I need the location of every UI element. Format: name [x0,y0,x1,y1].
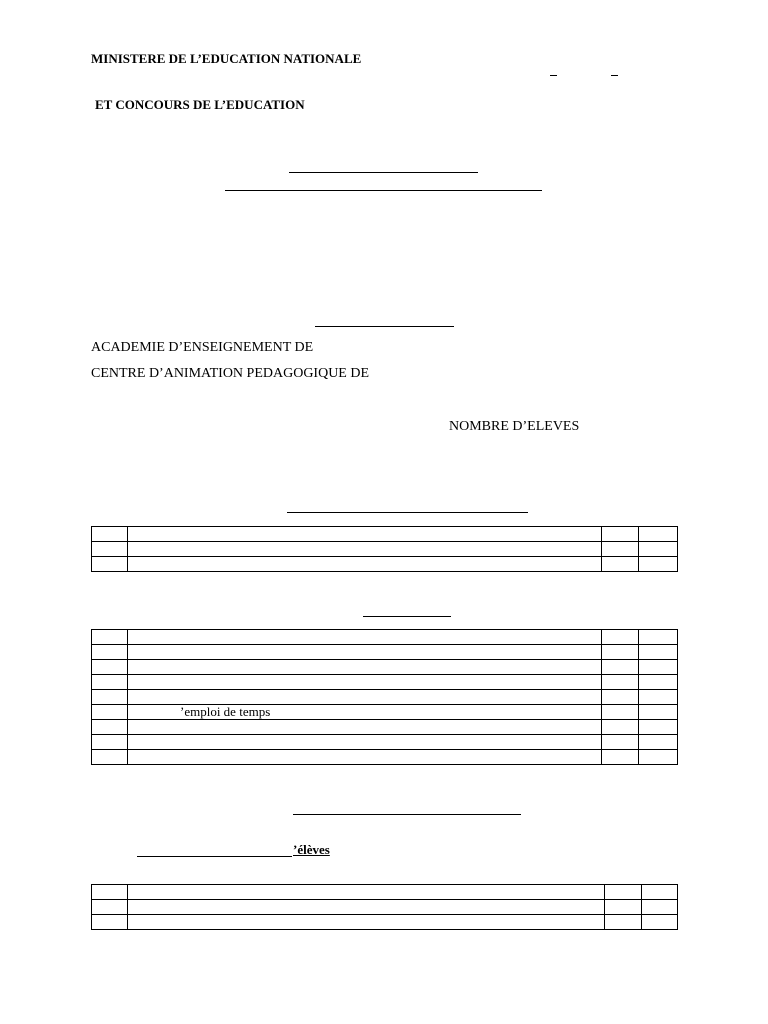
table-cell [602,630,639,645]
table-cell [128,690,602,705]
table-cell [605,885,642,900]
students-fragment: ’élèves [293,842,330,857]
table-cell [92,527,128,542]
table-cell [639,557,678,572]
table-row [92,705,678,720]
table-cell [639,750,678,765]
table-cell [642,915,678,930]
ministry-heading: MINISTERE DE L’EDUCATION NATIONALE [91,51,362,66]
table-cell [92,720,128,735]
section-3-rule [293,814,521,815]
table-cell [639,675,678,690]
table-cell [602,720,639,735]
table-cell [639,630,678,645]
table-row [92,720,678,735]
table-cell [128,645,602,660]
table-cell [92,645,128,660]
students-blank-line [137,856,292,857]
table-cell [639,735,678,750]
table-cell [639,660,678,675]
table-cell [128,630,602,645]
table-row [92,527,678,542]
table-cell [128,900,605,915]
date-dash-2 [611,75,618,76]
title-rule-2 [225,190,542,191]
table-cell [602,690,639,705]
table-cell [128,542,602,557]
table-cell [639,720,678,735]
table-row [92,630,678,645]
table-cell [639,705,678,720]
table-cell [92,735,128,750]
table-cell [92,915,128,930]
table-row [92,750,678,765]
table-cell [602,645,639,660]
title-rule-1 [289,172,478,173]
table-row [92,660,678,675]
table-cell [602,542,639,557]
table-cell [602,660,639,675]
table-cell: ’emploi de temps [128,705,602,720]
table-cell [92,705,128,720]
students-count-label: NOMBRE D’ELEVES [449,419,580,434]
table-cell [128,750,602,765]
table-cell [639,690,678,705]
table-cell [605,900,642,915]
table-section-1 [91,526,678,572]
table-cell [642,885,678,900]
table-cell [92,557,128,572]
section-1-rule [287,512,528,513]
section-2-rule [363,616,451,617]
table-cell [639,645,678,660]
table-section-3 [91,884,678,930]
table-row [92,542,678,557]
table-cell [605,915,642,930]
table-cell [128,720,602,735]
table-row [92,735,678,750]
table-section-2 [91,629,678,765]
table-row [92,690,678,705]
table-cell [639,542,678,557]
table-cell [92,690,128,705]
table-cell [642,900,678,915]
table-row [92,557,678,572]
table-cell [602,735,639,750]
academy-label: ACADEMIE D’ENSEIGNEMENT DE [91,340,314,355]
table-cell [92,675,128,690]
table-cell [128,660,602,675]
table-cell [92,542,128,557]
table-cell [92,630,128,645]
date-dash-1 [550,75,557,76]
table-cell [128,557,602,572]
identification-rule [315,326,454,327]
table-cell [92,885,128,900]
table-cell [128,885,605,900]
center-label: CENTRE D’ANIMATION PEDAGOGIQUE DE [91,366,370,381]
table-row [92,675,678,690]
table-cell [92,900,128,915]
table-cell [128,915,605,930]
table-row [92,885,678,900]
table-row [92,915,678,930]
table-cell [128,527,602,542]
table-cell [639,527,678,542]
table-cell [128,735,602,750]
table-cell [602,527,639,542]
table-cell [128,675,602,690]
table-row [92,645,678,660]
table-cell [602,705,639,720]
exams-heading: ET CONCOURS DE L’EDUCATION [95,97,305,112]
table-cell [92,750,128,765]
table-cell [602,675,639,690]
table-row [92,900,678,915]
table-cell [602,557,639,572]
table-cell [92,660,128,675]
table-cell [602,750,639,765]
